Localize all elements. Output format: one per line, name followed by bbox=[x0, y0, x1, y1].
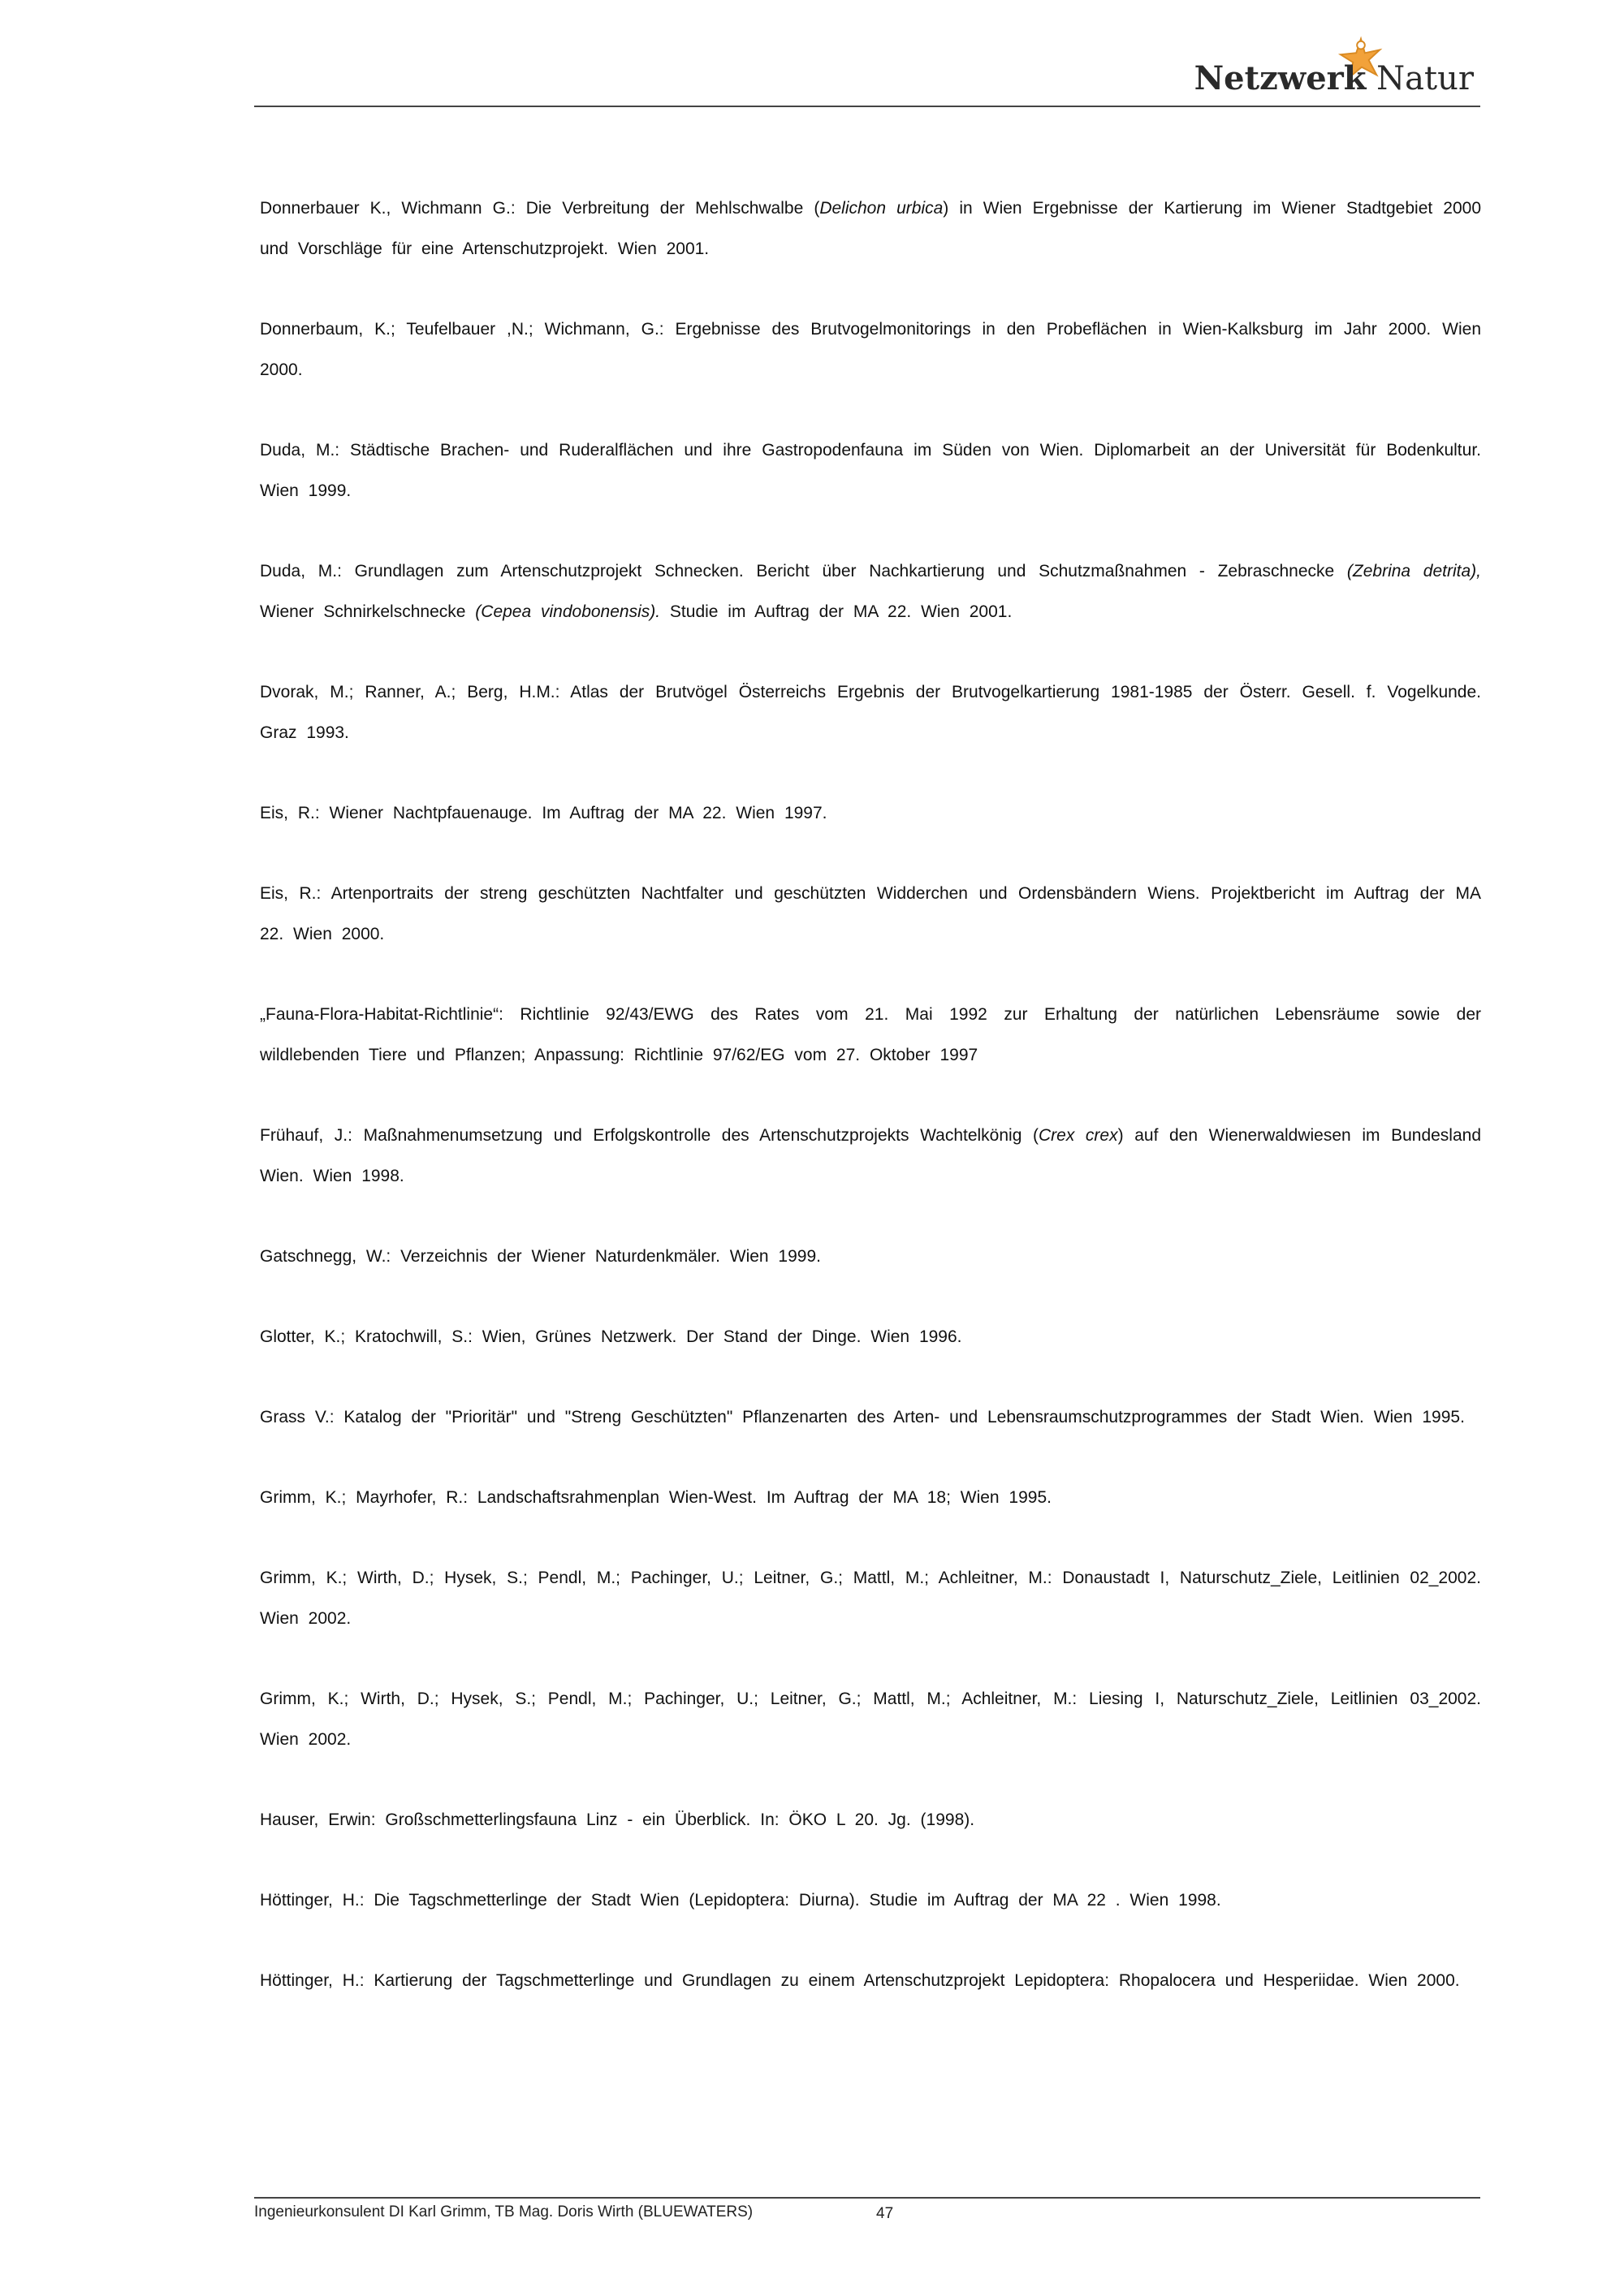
reference-text: Studie im Auftrag der MA 22. Wien 2001. bbox=[660, 602, 1013, 621]
reference-text: Eis, R.: Wiener Nachtpfauenauge. Im Auftrag der MA 22. Wien 1997. bbox=[260, 804, 827, 822]
logo-text-bold: Netzwerk bbox=[1194, 59, 1367, 97]
reference-entry bbox=[260, 1880, 1481, 1921]
reference-entry bbox=[260, 793, 1481, 834]
reference-entry bbox=[260, 1558, 1481, 1639]
reference-entry bbox=[260, 1478, 1481, 1518]
netzwerk-natur-logo bbox=[1194, 29, 1474, 101]
reference-text: Frühauf, J.: Maßnahmenumsetzung und Erfolgskontrolle des Artenschutzprojekts Wachtelkönig ( bbox=[260, 1126, 1039, 1145]
reference-italic-text: Delichon urbica bbox=[819, 199, 944, 218]
reference-entry bbox=[260, 1961, 1481, 2001]
reference-text: Hauser, Erwin: Großschmetterlingsfauna Linz - ein Überblick. In: ÖKO L 20. Jg. (1998). bbox=[260, 1810, 975, 1829]
reference-text: Duda, M.: Grundlagen zum Artenschutzprojekt Schnecken. Bericht über Nachkartierung und Schutzmaßnahmen - Zebraschnecke bbox=[260, 562, 1347, 580]
reference-list bbox=[260, 188, 1481, 2041]
reference-entry bbox=[260, 1116, 1481, 1197]
reference-text: Höttinger, H.: Die Tagschmetterlinge der Stadt Wien (Lepidoptera: Diurna). Studie im Auftrag der MA 22 . Wien 1998. bbox=[260, 1891, 1221, 1910]
reference-entry bbox=[260, 309, 1481, 391]
logo-text-regular: Natur bbox=[1366, 60, 1474, 97]
page-footer bbox=[254, 2197, 1480, 2221]
reference-text: Grimm, K.; Mayrhofer, R.: Landschaftsrahmenplan Wien-West. Im Auftrag der MA 18; Wien 1995. bbox=[260, 1488, 1052, 1507]
reference-text: Grimm, K.; Wirth, D.; Hysek, S.; Pendl, M.; Pachinger, U.; Leitner, G.; Mattl, M.; Achleitner, M.: Liesing I, Naturschutz_Ziele, Leitlinien 03_2002. Wien 2002. bbox=[260, 1690, 1481, 1749]
reference-entry bbox=[260, 1397, 1481, 1438]
reference-text: Wiener Schnirkelschnecke bbox=[260, 602, 476, 621]
reference-text: Höttinger, H.: Kartierung der Tagschmetterlinge und Grundlagen zu einem Artenschutzprojekt Lepidoptera: Rhopalocera und Hesperiidae. Wien 2000. bbox=[260, 1971, 1460, 1990]
reference-text: Donnerbauer K., Wichmann G.: Die Verbreitung der Mehlschwalbe ( bbox=[260, 199, 820, 218]
reference-entry bbox=[260, 1679, 1481, 1760]
footer-text: Ingenieurkonsulent DI Karl Grimm, TB Mag. Doris Wirth (BLUEWATERS) bbox=[254, 2203, 754, 2220]
reference-entry bbox=[260, 874, 1481, 955]
reference-text: Donnerbaum, K.; Teufelbauer ,N.; Wichmann, G.: Ergebnisse des Brutvogelmonitorings in den Probeflächen in Wien-Kalksburg im Jahr 2000. Wien 2000. bbox=[260, 320, 1481, 379]
reference-text: ) in Wien Ergebnisse der Kartierung im Wiener Stadtgebiet 2000 und Vorschläge für eine Artenschutzprojekt. Wien 2001. bbox=[260, 199, 1482, 258]
reference-entry bbox=[260, 188, 1481, 270]
reference-entry bbox=[260, 430, 1481, 511]
reference-entry bbox=[260, 1800, 1481, 1841]
reference-text: ) auf den Wienerwaldwiesen im Bundesland Wien. Wien 1998. bbox=[260, 1126, 1482, 1185]
reference-italic-text: (Cepea vindobonensis). bbox=[475, 602, 661, 621]
reference-text: Grimm, K.; Wirth, D.; Hysek, S.; Pendl, M.; Pachinger, U.; Leitner, G.; Mattl, M.; Achleitner, M.: Donaustadt I, Naturschutz_Ziele, Leitlinien 02_2002. Wien 2002. bbox=[260, 1569, 1481, 1628]
reference-entry bbox=[260, 1317, 1481, 1357]
reference-entry bbox=[260, 1236, 1481, 1277]
page-header bbox=[254, 24, 1480, 107]
reference-italic-text: Crex crex bbox=[1038, 1126, 1118, 1145]
reference-text: Gatschnegg, W.: Verzeichnis der Wiener Naturdenkmäler. Wien 1999. bbox=[260, 1247, 821, 1266]
reference-italic-text: (Zebrina detrita), bbox=[1346, 562, 1481, 580]
reference-text: Dvorak, M.; Ranner, A.; Berg, H.M.: Atlas der Brutvögel Österreichs Ergebnis der Brutvogelkartierung 1981-1985 der Österr. Gesell. f. Vogelkunde. Graz 1993. bbox=[260, 683, 1481, 742]
reference-text: „Fauna-Flora-Habitat-Richtlinie“: Richtlinie 92/43/EWG des Rates vom 21. Mai 1992 zur Erhaltung der natürlichen Lebensräume sowie der wildlebenden Tiere und Pflanzen; Anpassung: Richtlinie 97/62/EG vom 27. Oktober 1997 bbox=[260, 1005, 1481, 1064]
reference-text: Grass V.: Katalog der "Prioritär" und "Streng Geschützten" Pflanzenarten des Arten- und Lebensraumschutzprogrammes der Stadt Wien. Wien 1995. bbox=[260, 1408, 1465, 1426]
reference-entry bbox=[260, 551, 1481, 632]
reference-text: Duda, M.: Städtische Brachen- und Ruderalflächen und ihre Gastropodenfauna im Süden von Wien. Diplomarbeit an der Universität für Bodenkultur. Wien 1999. bbox=[260, 441, 1481, 500]
page-number: 47 bbox=[876, 2205, 894, 2222]
reference-entry bbox=[260, 672, 1481, 753]
logo-wordmark bbox=[1194, 59, 1474, 97]
reference-text: Eis, R.: Artenportraits der streng geschützten Nachtfalter und geschützten Widderchen und Ordensbändern Wiens. Projektbericht im Auftrag der MA 22. Wien 2000. bbox=[260, 884, 1481, 943]
reference-text: Glotter, K.; Kratochwill, S.: Wien, Grünes Netzwerk. Der Stand der Dinge. Wien 1996. bbox=[260, 1327, 962, 1346]
reference-entry bbox=[260, 995, 1481, 1076]
